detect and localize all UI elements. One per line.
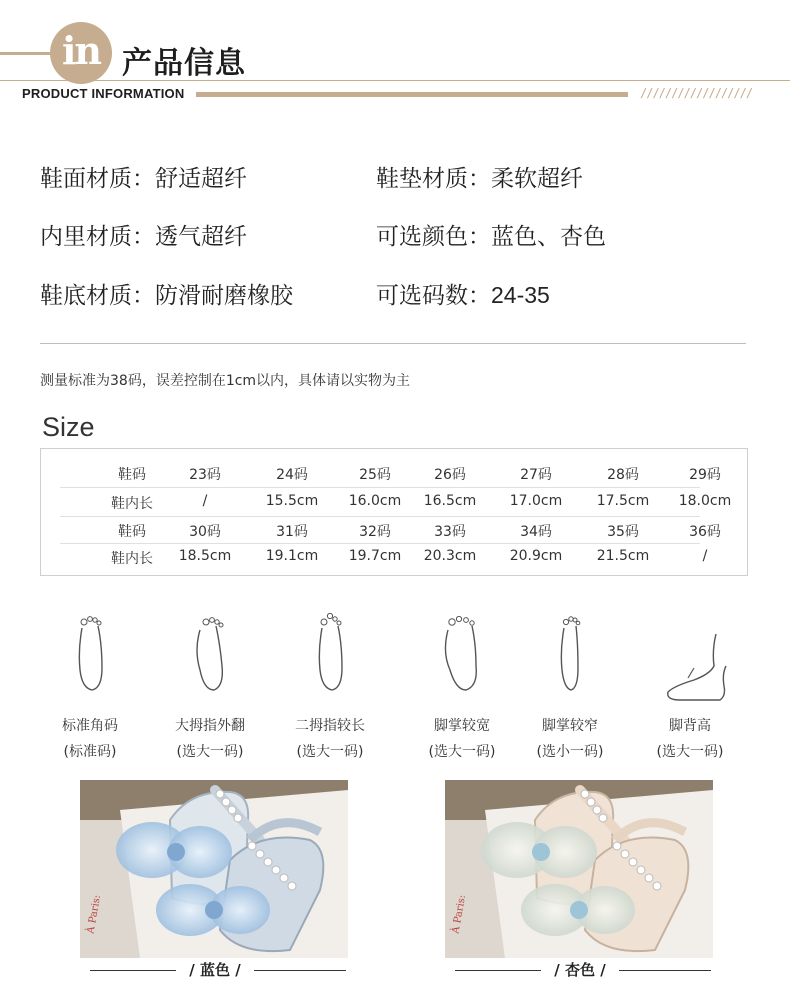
paper-text: À Paris:	[450, 894, 469, 935]
foot-type-advice: (选大一码)	[176, 744, 244, 760]
size-cell: 18.0cm	[678, 493, 732, 509]
section-divider	[40, 343, 746, 344]
size-row-header: 鞋码	[118, 524, 146, 540]
size-cell: 20.9cm	[509, 548, 563, 564]
size-cell: 27码	[520, 467, 552, 483]
product-photo-apricot	[445, 780, 713, 958]
size-cell: 35码	[607, 524, 639, 540]
measurement-note: 测量标准为38码，误差控制在1cm以内，具体请以实物为主	[40, 373, 411, 389]
spec-insole-material: 鞋垫材质：柔软超纤	[376, 166, 583, 192]
size-cell: 31码	[276, 524, 308, 540]
size-cell: 18.5cm	[178, 548, 232, 564]
header-divider-line	[0, 80, 790, 81]
standard-foot-icon	[64, 610, 130, 700]
high-instep-foot-icon	[664, 630, 730, 720]
page-title: 产品信息	[122, 46, 246, 81]
spec-sole-material: 鞋底材质：防滑耐磨橡胶	[40, 283, 293, 309]
apricot-sandal-photo	[445, 780, 713, 958]
spec-colors: 可选颜色：蓝色、杏色	[376, 224, 606, 250]
size-cell: 30码	[189, 524, 221, 540]
foot-type-advice: (选大一码)	[656, 744, 724, 760]
size-cell: 24码	[276, 467, 308, 483]
bunion-foot-icon	[184, 610, 250, 700]
size-row-header: 鞋码	[118, 467, 146, 483]
size-cell: /	[202, 493, 208, 509]
product-photo-blue	[80, 780, 348, 958]
size-table-rule	[60, 487, 700, 488]
size-cell: 16.5cm	[423, 493, 477, 509]
size-cell: /	[702, 548, 708, 564]
size-cell: 17.0cm	[509, 493, 563, 509]
size-cell: 20.3cm	[423, 548, 477, 564]
header-badge	[50, 22, 112, 84]
size-table-rule	[60, 543, 700, 544]
caption-blue: / 蓝色 /	[189, 961, 241, 979]
size-cell: 28码	[607, 467, 639, 483]
header-badge-text: in	[61, 28, 101, 73]
size-cell: 15.5cm	[265, 493, 319, 509]
spec-lining-material: 内里材质：透气超纤	[40, 224, 247, 250]
size-row-header: 鞋内长	[111, 551, 153, 567]
long-second-toe-foot-icon	[304, 610, 370, 700]
size-cell: 16.0cm	[348, 493, 402, 509]
foot-type-label: 脚掌较宽	[434, 718, 490, 734]
foot-type-advice: (标准码)	[63, 744, 117, 760]
page-subtitle: PRODUCT INFORMATION	[22, 86, 185, 101]
size-cell: 19.7cm	[348, 548, 402, 564]
spec-sizes: 可选码数：24-35	[376, 282, 550, 309]
foot-type-label: 标准角码	[62, 718, 118, 734]
size-cell: 29码	[689, 467, 721, 483]
size-cell: 17.5cm	[596, 493, 650, 509]
narrow-foot-icon	[544, 610, 610, 700]
foot-type-advice: (选大一码)	[296, 744, 364, 760]
caption-line	[254, 970, 346, 971]
size-cell: 23码	[189, 467, 221, 483]
size-cell: 33码	[434, 524, 466, 540]
header-slashes: //////////////////	[640, 86, 753, 100]
header-bar	[196, 92, 628, 97]
size-title: Size	[42, 412, 95, 442]
size-cell: 26码	[434, 467, 466, 483]
size-cell: 19.1cm	[265, 548, 319, 564]
foot-type-advice: (选小一码)	[536, 744, 604, 760]
spec-upper-material: 鞋面材质：舒适超纤	[40, 166, 247, 192]
foot-type-advice: (选大一码)	[428, 744, 496, 760]
size-table-rule	[60, 516, 700, 517]
size-cell: 25码	[359, 467, 391, 483]
foot-type-label: 脚掌较窄	[542, 718, 598, 734]
size-cell: 36码	[689, 524, 721, 540]
caption-apricot: / 杏色 /	[554, 961, 606, 979]
caption-line	[90, 970, 176, 971]
foot-type-label: 脚背高	[669, 718, 711, 734]
blue-sandal-photo	[80, 780, 348, 958]
foot-type-label: 二拇指较长	[295, 718, 365, 734]
size-row-header: 鞋内长	[111, 496, 153, 512]
caption-line	[455, 970, 541, 971]
size-cell: 21.5cm	[596, 548, 650, 564]
paper-text: À Paris:	[85, 894, 104, 935]
wide-foot-icon	[436, 610, 502, 700]
caption-line	[619, 970, 711, 971]
size-cell: 34码	[520, 524, 552, 540]
size-cell: 32码	[359, 524, 391, 540]
foot-type-label: 大拇指外翻	[175, 718, 245, 734]
